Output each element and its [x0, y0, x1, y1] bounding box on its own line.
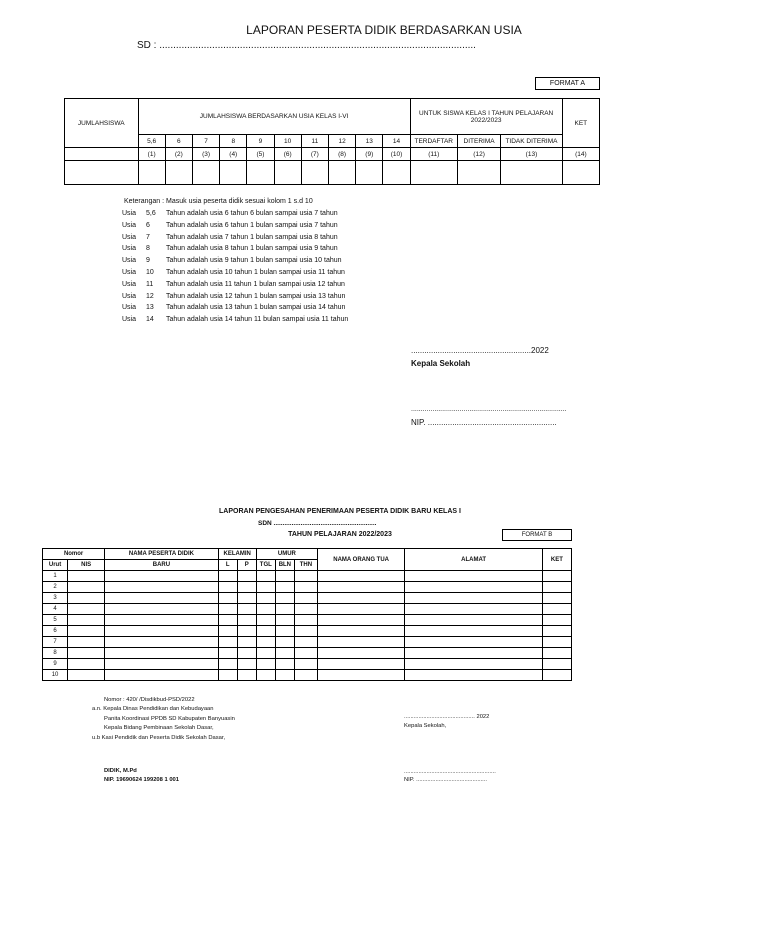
age-col: 9 [247, 135, 274, 148]
cell[interactable] [237, 582, 256, 593]
cell[interactable] [105, 626, 218, 637]
row-number: 6 [43, 626, 68, 637]
table-row [43, 593, 572, 604]
col-number: (2) [165, 148, 192, 161]
row-number: 3 [43, 593, 68, 604]
cell[interactable] [237, 670, 256, 681]
form-b-title: LAPORAN PENGESAHAN PENERIMAAN PESERTA DIDIK BARU KELAS I [219, 508, 461, 515]
kelas1-col-diterima: DITERIMA [457, 135, 500, 148]
keterangan-item: Usia 12 Tahun adalah usia 12 tahun 1 bulan sampai usia 13 tahun [122, 292, 346, 300]
form-a-format-label: FORMAT A [535, 77, 600, 90]
cell[interactable] [218, 571, 237, 582]
header-nomor: Nomor [43, 549, 105, 560]
cell[interactable] [275, 593, 294, 604]
table-row [43, 582, 572, 593]
data-cell[interactable] [562, 161, 599, 185]
cell[interactable] [294, 637, 317, 648]
cell[interactable] [105, 604, 218, 615]
cell[interactable] [218, 615, 237, 626]
header-jumlah-siswa: JUMLAHSISWA [65, 99, 139, 148]
header-ket: KET [562, 99, 599, 148]
data-cell[interactable] [356, 161, 383, 185]
header-kelamin: KELAMIN [218, 549, 256, 560]
cell[interactable] [68, 648, 105, 659]
cell[interactable] [542, 637, 571, 648]
col-number: (1) [138, 148, 165, 161]
form-a-sign-role: Kepala Sekolah [411, 359, 471, 368]
cell[interactable] [405, 670, 543, 681]
cell[interactable] [405, 659, 543, 670]
cell[interactable] [317, 582, 404, 593]
cell[interactable] [68, 571, 105, 582]
cell[interactable] [294, 626, 317, 637]
cell[interactable] [68, 637, 105, 648]
form-b-table [42, 548, 572, 681]
cell[interactable] [256, 604, 275, 615]
kelas1-col-terdaftar: TERDAFTAR [410, 135, 457, 148]
footer-an: a.n. Kepala Dinas Pendidikan dan Kebudayaan [92, 706, 214, 713]
age-col: 7 [192, 135, 219, 148]
form-a-sd-line: SD : .................................................................................................................. [137, 40, 476, 51]
form-b-footer-left [92, 696, 235, 743]
cell[interactable] [275, 571, 294, 582]
cell[interactable] [317, 670, 404, 681]
footer-signer-name: DIDIK, M.Pd [104, 768, 137, 774]
form-a-table [64, 98, 600, 185]
cell[interactable] [218, 604, 237, 615]
cell[interactable] [275, 626, 294, 637]
cell[interactable] [542, 659, 571, 670]
row-number: 5 [43, 615, 68, 626]
data-cell[interactable] [383, 161, 410, 185]
cell[interactable] [218, 659, 237, 670]
age-col: 13 [356, 135, 383, 148]
cell[interactable] [218, 637, 237, 648]
header-bln: BLN [275, 560, 294, 571]
table-row [43, 659, 572, 670]
age-col: 6 [165, 135, 192, 148]
cell[interactable] [405, 648, 543, 659]
footer-nomor: Nomor : 420/ /Disdikbud-PSD/2022 [104, 697, 195, 703]
cell[interactable] [105, 571, 218, 582]
table-row [43, 571, 572, 582]
data-cell[interactable] [192, 161, 219, 185]
cell[interactable] [218, 670, 237, 681]
cell[interactable] [256, 582, 275, 593]
footer-panitia: Panita Koordinasi PPDB SD Kabupaten Banyuasin [104, 715, 235, 722]
keterangan-intro: Keterangan : Masuk usia peserta didik sesuai kolom 1 s.d 10 [124, 198, 313, 205]
header-alamat: ALAMAT [405, 549, 543, 571]
table-row [43, 604, 572, 615]
form-a-title: LAPORAN PESERTA DIDIK BERDASARKAN USIA [246, 23, 522, 37]
table-row [43, 648, 572, 659]
form-b-format-label: FORMAT B [502, 529, 572, 541]
data-cell[interactable] [457, 161, 500, 185]
cell[interactable] [256, 648, 275, 659]
col-number: (5) [247, 148, 274, 161]
col-number: (11) [410, 148, 457, 161]
cell[interactable] [317, 626, 404, 637]
cell[interactable] [237, 615, 256, 626]
age-col: 12 [328, 135, 355, 148]
cell[interactable] [68, 582, 105, 593]
cell[interactable] [68, 626, 105, 637]
cell[interactable] [542, 626, 571, 637]
row-number: 9 [43, 659, 68, 670]
cell[interactable] [68, 659, 105, 670]
col-number: (3) [192, 148, 219, 161]
cell[interactable] [275, 637, 294, 648]
cell[interactable] [256, 659, 275, 670]
form-a-sign-nip: NIP. .......................................................... [411, 418, 557, 427]
data-cell[interactable] [138, 161, 165, 185]
table-row [43, 637, 572, 648]
cell[interactable] [256, 593, 275, 604]
age-col: 8 [220, 135, 247, 148]
col-number: (13) [501, 148, 562, 161]
cell[interactable] [317, 648, 404, 659]
col-number: (7) [301, 148, 328, 161]
cell[interactable] [294, 648, 317, 659]
cell[interactable] [405, 637, 543, 648]
keterangan-item: Usia 6 Tahun adalah usia 6 tahun 1 bulan sampai usia 7 tahun [122, 221, 338, 229]
cell[interactable] [317, 637, 404, 648]
row-number: 2 [43, 582, 68, 593]
cell[interactable] [68, 615, 105, 626]
keterangan-item: Usia 7 Tahun adalah usia 7 tahun 1 bulan sampai usia 8 tahun [122, 233, 338, 241]
form-a-sign-name-line: ................................................................................ [411, 406, 567, 413]
cell[interactable] [105, 593, 218, 604]
cell[interactable] [542, 670, 571, 681]
cell[interactable] [317, 593, 404, 604]
cell[interactable] [542, 604, 571, 615]
cell[interactable] [405, 571, 543, 582]
cell[interactable] [105, 637, 218, 648]
keterangan-list [122, 210, 348, 328]
col-number [65, 148, 139, 161]
header-baru: BARU [105, 560, 218, 571]
header-tgl: TGL [256, 560, 275, 571]
keterangan-item: Usia 14 Tahun adalah usia 14 tahun 11 bulan sampai usia 11 tahun [122, 316, 349, 324]
cell[interactable] [237, 637, 256, 648]
header-kelas1-group: UNTUK SISWA KELAS I TAHUN PELAJARAN 2022/2023 [410, 99, 562, 135]
cell[interactable] [105, 615, 218, 626]
cell[interactable] [317, 615, 404, 626]
cell[interactable] [237, 626, 256, 637]
cell[interactable] [542, 648, 571, 659]
header-umur: UMUR [256, 549, 317, 560]
header-nama-orang-tua: NAMA ORANG TUA [317, 549, 404, 571]
row-number: 7 [43, 637, 68, 648]
row-number: 4 [43, 604, 68, 615]
cell[interactable] [68, 593, 105, 604]
cell[interactable] [105, 582, 218, 593]
footer-date: ............................................ 2022 [404, 714, 490, 720]
header-usia-group: JUMLAHSISWA BERDASARKAN USIA KELAS I-VI [138, 99, 410, 135]
cell[interactable] [294, 582, 317, 593]
cell[interactable] [256, 626, 275, 637]
cell[interactable] [294, 659, 317, 670]
data-cell[interactable] [410, 161, 457, 185]
col-number: (12) [457, 148, 500, 161]
cell[interactable] [275, 582, 294, 593]
cell[interactable] [68, 670, 105, 681]
cell[interactable] [405, 604, 543, 615]
col-number: (9) [356, 148, 383, 161]
data-cell[interactable] [501, 161, 562, 185]
keterangan-item: Usia 5,6 Tahun adalah usia 6 tahun 6 bulan sampai usia 7 tahun [122, 210, 338, 217]
footer-kabid: Kepala Bidang Pembinaan Sekolah Dasar, [104, 725, 214, 732]
cell[interactable] [275, 659, 294, 670]
age-col: 10 [274, 135, 301, 148]
cell[interactable] [542, 582, 571, 593]
col-number: (6) [274, 148, 301, 161]
footer-right-nip: NIP. ............................................ [404, 777, 488, 783]
keterangan-item: Usia 13 Tahun adalah usia 13 tahun 1 bulan sampai usia 14 tahun [122, 304, 346, 312]
cell[interactable] [275, 648, 294, 659]
cell[interactable] [405, 615, 543, 626]
data-cell[interactable] [65, 161, 139, 185]
cell[interactable] [275, 615, 294, 626]
data-cell[interactable] [301, 161, 328, 185]
table-row [43, 626, 572, 637]
cell[interactable] [542, 593, 571, 604]
cell[interactable] [237, 659, 256, 670]
cell[interactable] [237, 593, 256, 604]
cell[interactable] [256, 637, 275, 648]
cell[interactable] [317, 571, 404, 582]
cell[interactable] [294, 670, 317, 681]
cell[interactable] [105, 659, 218, 670]
keterangan-item: Usia 10 Tahun adalah usia 10 tahun 1 bulan sampai usia 11 tahun [122, 268, 345, 276]
row-number: 1 [43, 571, 68, 582]
cell[interactable] [317, 604, 404, 615]
cell[interactable] [218, 582, 237, 593]
data-cell[interactable] [247, 161, 274, 185]
data-cell[interactable] [165, 161, 192, 185]
cell[interactable] [237, 571, 256, 582]
footer-right-name: ......................................................... [404, 769, 496, 775]
header-urut: Urut [43, 560, 68, 571]
form-b-sdn-line: SDN ......................................................... [258, 520, 377, 527]
cell[interactable] [294, 604, 317, 615]
data-cell[interactable] [274, 161, 301, 185]
form-a-sign-date: ......................................................2022 [411, 346, 549, 355]
cell[interactable] [317, 659, 404, 670]
data-cell[interactable] [220, 161, 247, 185]
footer-signer-nip: NIP. 19690624 199208 1 001 [104, 777, 179, 783]
keterangan-item: Usia 11 Tahun adalah usia 11 tahun 1 bulan sampai usia 12 tahun [122, 280, 345, 288]
footer-kepsek: Kepala Sekolah, [404, 723, 447, 729]
col-number: (14) [562, 148, 599, 161]
cell[interactable] [275, 604, 294, 615]
cell[interactable] [405, 593, 543, 604]
form-b-tahun-line: TAHUN PELAJARAN 2022/2023 [288, 531, 392, 538]
cell[interactable] [275, 670, 294, 681]
cell[interactable] [68, 604, 105, 615]
footer-ub: u.b Kasi Pendidik dan Peserta Didik Sekolah Dasar, [92, 734, 226, 741]
cell[interactable] [542, 571, 571, 582]
col-number: (4) [220, 148, 247, 161]
cell[interactable] [294, 571, 317, 582]
cell[interactable] [218, 648, 237, 659]
row-number: 10 [43, 670, 68, 681]
cell[interactable] [405, 582, 543, 593]
cell[interactable] [405, 626, 543, 637]
table-row [43, 615, 572, 626]
col-number: (10) [383, 148, 410, 161]
cell[interactable] [218, 593, 237, 604]
cell[interactable] [237, 604, 256, 615]
header-thn: THN [294, 560, 317, 571]
cell[interactable] [237, 648, 256, 659]
header-nis: NIS [68, 560, 105, 571]
kelas1-col-tidak-diterima: TIDAK DITERIMA [501, 135, 562, 148]
cell[interactable] [256, 615, 275, 626]
cell[interactable] [256, 670, 275, 681]
header-p: P [237, 560, 256, 571]
cell[interactable] [256, 571, 275, 582]
header-nama-peserta: NAMA PESERTA DIDIK [105, 549, 218, 560]
data-cell[interactable] [328, 161, 355, 185]
cell[interactable] [218, 626, 237, 637]
keterangan-item: Usia 8 Tahun adalah usia 8 tahun 1 bulan sampai usia 9 tahun [122, 245, 338, 253]
cell[interactable] [105, 648, 218, 659]
keterangan-item: Usia 9 Tahun adalah usia 9 tahun 1 bulan sampai usia 10 tahun [122, 257, 342, 265]
header-ket: KET [542, 549, 571, 571]
age-col: 5,6 [138, 135, 165, 148]
cell[interactable] [105, 670, 218, 681]
table-row [43, 670, 572, 681]
cell[interactable] [542, 615, 571, 626]
header-l: L [218, 560, 237, 571]
cell[interactable] [294, 593, 317, 604]
cell[interactable] [294, 615, 317, 626]
age-col: 14 [383, 135, 410, 148]
age-col: 11 [301, 135, 328, 148]
row-number: 8 [43, 648, 68, 659]
col-number: (8) [328, 148, 355, 161]
